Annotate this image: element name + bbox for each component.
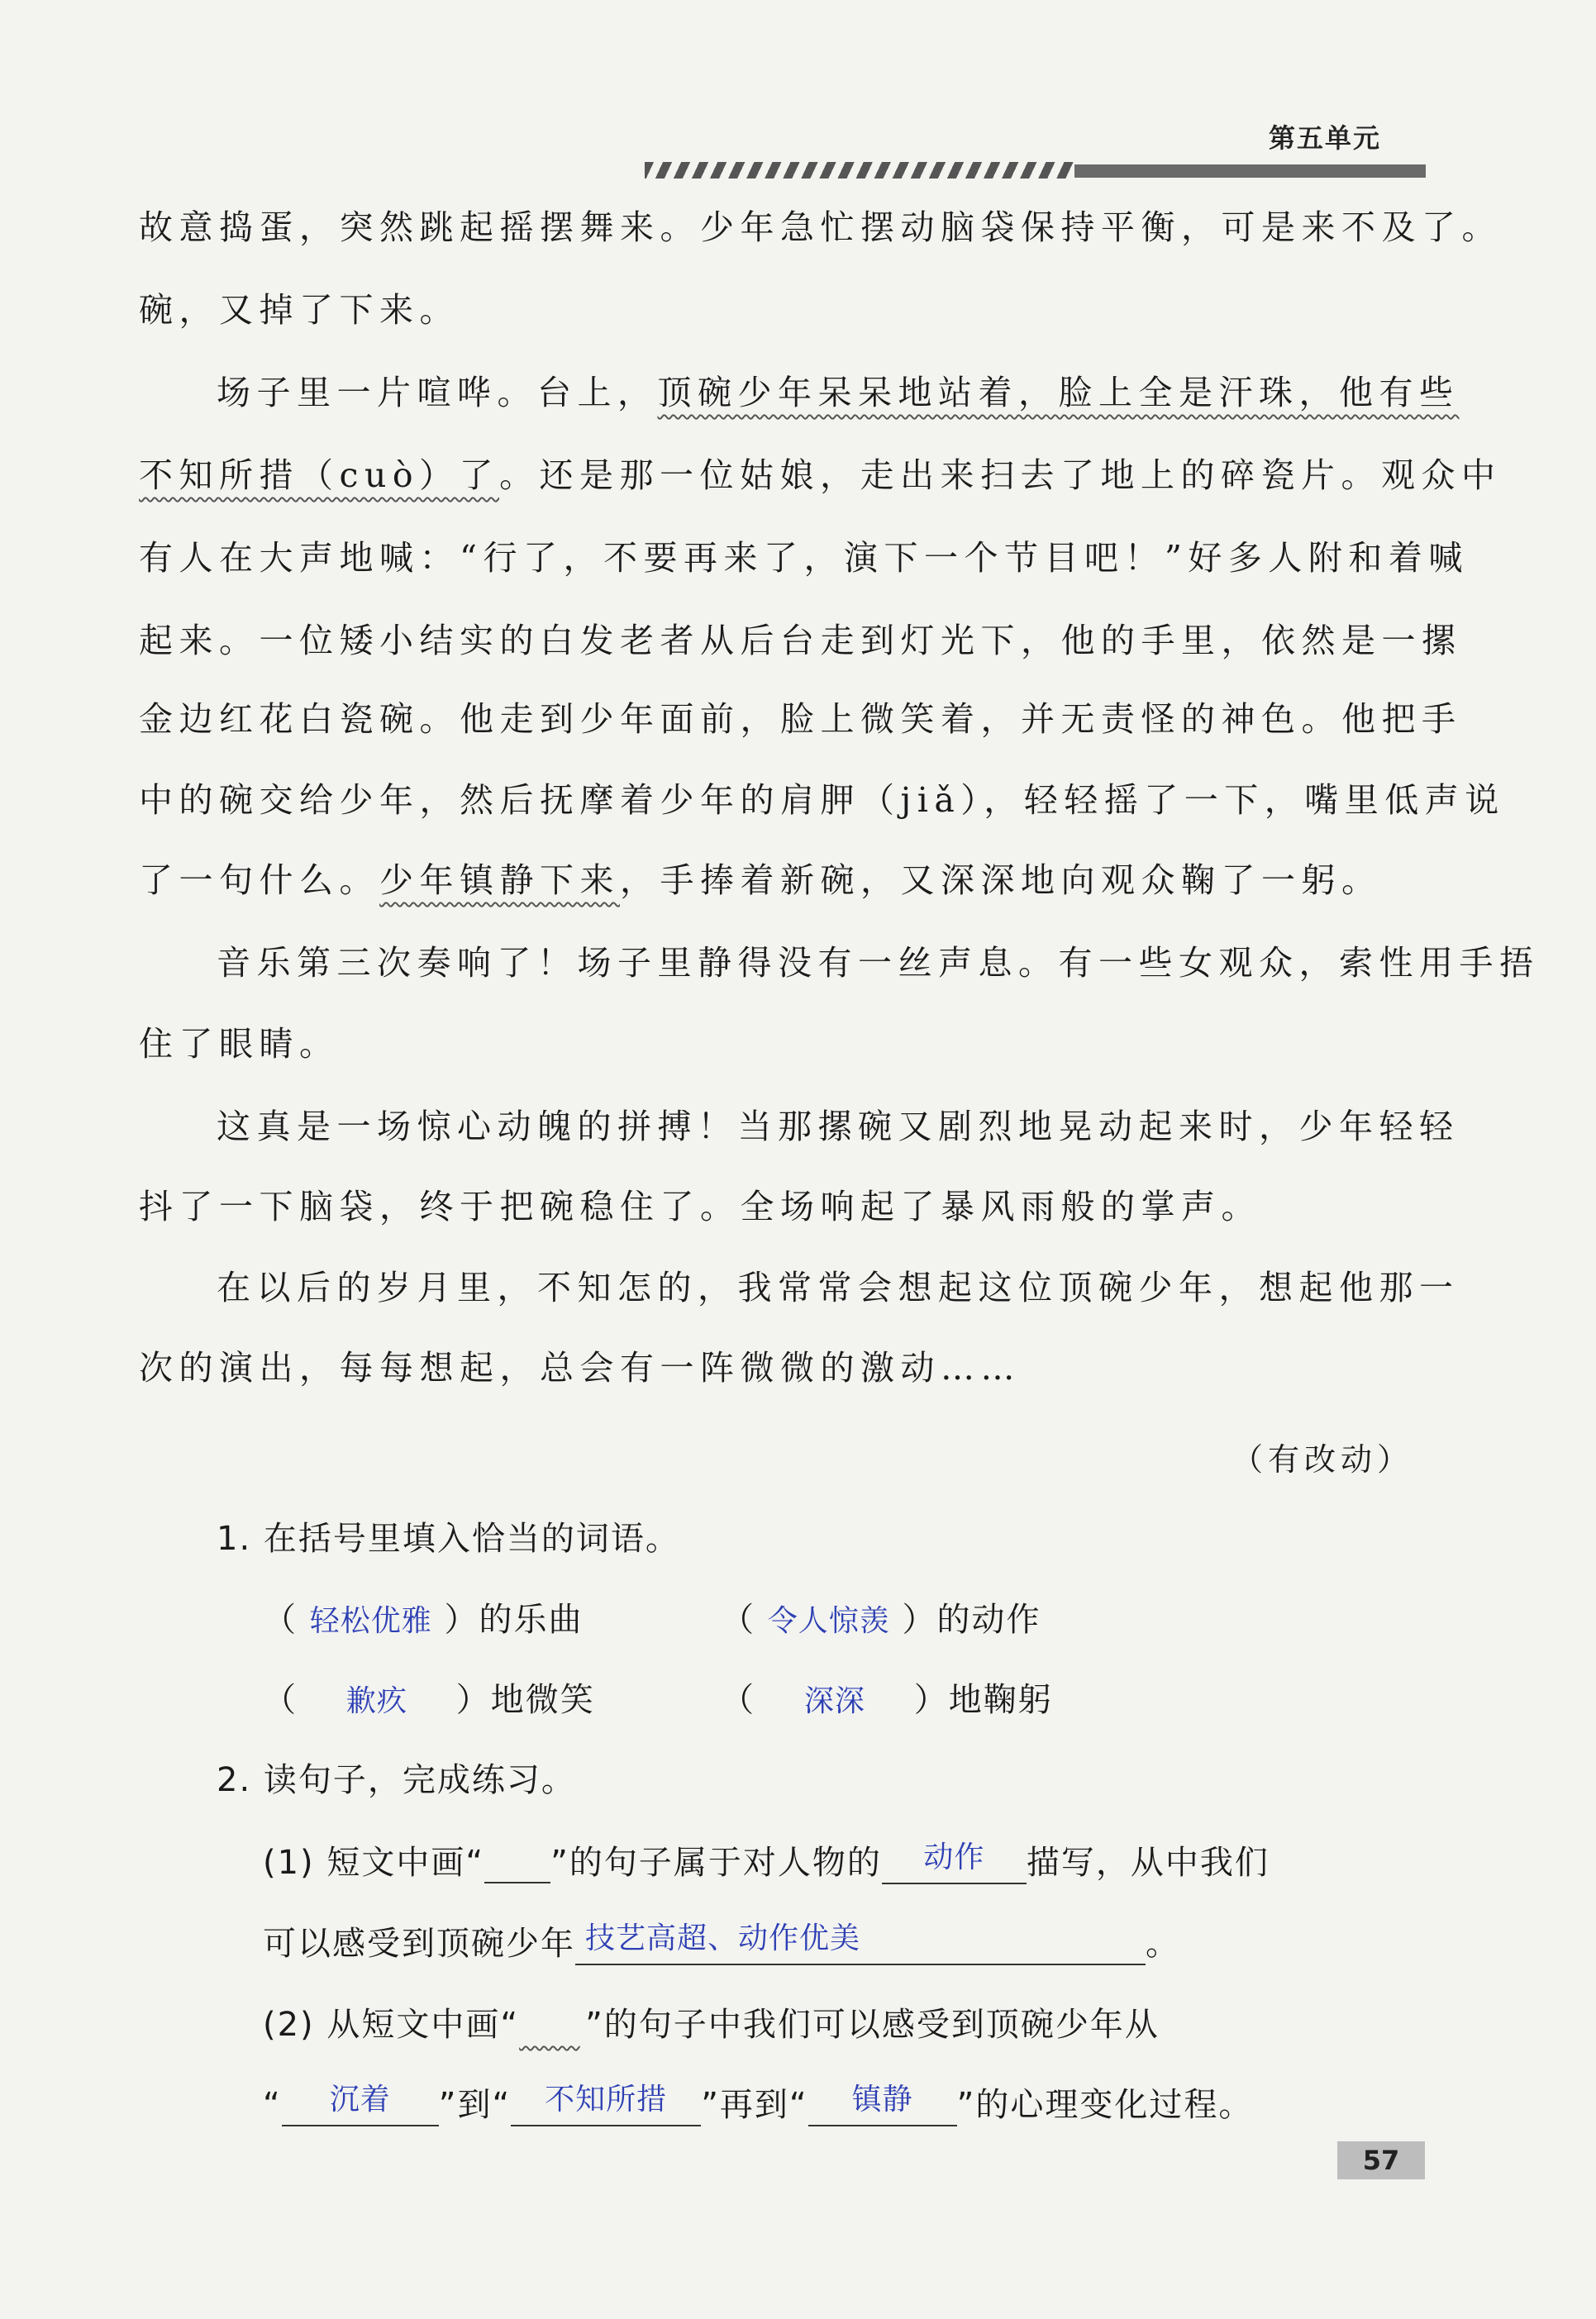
passage-line <box>217 373 1460 412</box>
text-segment: ”的心理变化过程。 <box>956 2086 1254 2124</box>
passage-line: 中的碗交给少年，然后抚摩着少年的肩胛（jiǎ），轻轻摇了一下，嘴里低声说 <box>139 780 1505 820</box>
q1-item: （ 令人惊羡 ）的动作 <box>721 1601 1041 1639</box>
handwritten-answer: 歉疚 <box>345 1683 407 1717</box>
page-number: 57 <box>1337 2141 1425 2179</box>
passage-line: 次的演出，每每想起，总会有一阵微微的激动…… <box>139 1348 1021 1388</box>
question-1-title: 1. 在括号里填入恰当的词语。 <box>217 1520 680 1558</box>
text-segment: ”到“ <box>438 2086 512 2124</box>
passage-line: 金边红花白瓷碗。他走到少年面前，脸上微笑着，并无责怪的神色。他把手 <box>139 699 1462 739</box>
answer-blank <box>282 2083 439 2126</box>
q2-1-line <box>263 1836 1270 1884</box>
q2-1-line <box>263 1917 1180 1965</box>
question-2-title: 2. 读句子，完成练习。 <box>217 1761 576 1799</box>
text-segment: ”再到“ <box>701 2086 808 2124</box>
wavy-line-sample <box>519 2006 585 2044</box>
passage-line: 在以后的岁月里，不知怎的，我常常会想起这位顶碗少年，想起他那一 <box>217 1268 1460 1307</box>
text-segment: ，手捧着新碗，又深深地向观众鞠了一躬。 <box>620 860 1382 900</box>
handwritten-answer: 沉着 <box>329 2082 391 2116</box>
straight-line-sample <box>484 1844 550 1883</box>
handwritten-answer: 令人惊羡 <box>767 1603 890 1637</box>
answer-blank <box>808 2083 957 2126</box>
handwritten-answer: 轻松优雅 <box>309 1603 432 1637</box>
handwritten-answer: 技艺高超、动作优美 <box>585 1921 861 1955</box>
text-segment: 场子里一片喧哗。台上， <box>217 373 658 412</box>
q1-suffix: 的动作 <box>936 1601 1041 1639</box>
unit-label: 第五单元 <box>1269 122 1382 154</box>
text-segment: (2) 从短文中画“ <box>263 2006 520 2044</box>
q2-2-line <box>263 2079 1253 2126</box>
passage-line: 起来。一位矮小结实的白发老者从后台走到灯光下，他的手里，依然是一摞 <box>139 621 1462 660</box>
wavy-underlined-sentence: 不知所措（cuò）了 <box>139 455 500 495</box>
q1-suffix: 的乐曲 <box>479 1601 584 1639</box>
answer-blank <box>511 2083 701 2126</box>
passage-line: 这真是一场惊心动魄的拼搏！当那摞碗又剧烈地晃动起来时，少年轻轻 <box>217 1107 1460 1146</box>
q1-item: （ 深深 ）地鞠躬 <box>721 1681 1053 1719</box>
handwritten-answer: 深深 <box>803 1683 865 1717</box>
passage-line: 音乐第三次奏响了！场子里静得没有一丝声息。有一些女观众，索性用手捂 <box>217 943 1540 983</box>
header-stripe <box>645 162 1074 179</box>
text-segment: 描写，从中我们 <box>1026 1844 1270 1882</box>
q1-suffix: 地鞠躬 <box>948 1681 1053 1719</box>
answer-blank <box>882 1840 1027 1884</box>
answer-blank <box>575 1921 1146 1965</box>
passage-line: 抖了一下脑袋，终于把碗稳住了。全场响起了暴风雨般的掌声。 <box>139 1187 1261 1226</box>
passage-line: 住了眼睛。 <box>139 1024 340 1064</box>
wavy-underlined-sentence: 少年镇静下来 <box>379 860 620 900</box>
handwritten-answer: 镇静 <box>851 2082 913 2116</box>
passage-line: 有人在大声地喊：“行了，不要再来了，演下一个节目吧！”好多人附和着喊 <box>139 538 1469 578</box>
q1-suffix: 地微笑 <box>490 1681 595 1719</box>
wavy-underlined-sentence: 顶碗少年呆呆地站着，脸上全是汗珠，他有些 <box>657 373 1460 412</box>
text-segment: “ <box>263 2086 282 2124</box>
q1-item: （ 歉疚 ）地微笑 <box>263 1681 595 1719</box>
handwritten-answer: 动作 <box>923 1840 985 1874</box>
text-segment: 了一句什么。 <box>139 860 379 900</box>
handwritten-answer: 不知所措 <box>545 2082 668 2116</box>
text-segment: 。 <box>1146 1925 1180 1963</box>
passage-line <box>139 455 1502 495</box>
passage-line: 故意捣蛋，突然跳起摇摆舞来。少年急忙摆动脑袋保持平衡，可是来不及了。 <box>139 207 1502 247</box>
text-segment: ”的句子中我们可以感受到顶碗少年从 <box>585 2006 1160 2044</box>
passage-line: 碗，又掉了下来。 <box>139 290 460 330</box>
passage-line <box>139 860 1382 900</box>
header-bar <box>1074 164 1426 178</box>
text-segment: 可以感受到顶碗少年 <box>263 1925 575 1963</box>
q1-item: （ 轻松优雅 ）的乐曲 <box>263 1601 584 1639</box>
source-note: （有改动） <box>1232 1441 1414 1478</box>
q2-2-line <box>263 1998 1160 2045</box>
text-segment: 。还是那一位姑娘，走出来扫去了地上的碎瓷片。观众中 <box>499 455 1502 495</box>
text-segment: ”的句子属于对人物的 <box>550 1844 882 1882</box>
text-segment: (1) 短文中画“ <box>263 1844 485 1882</box>
